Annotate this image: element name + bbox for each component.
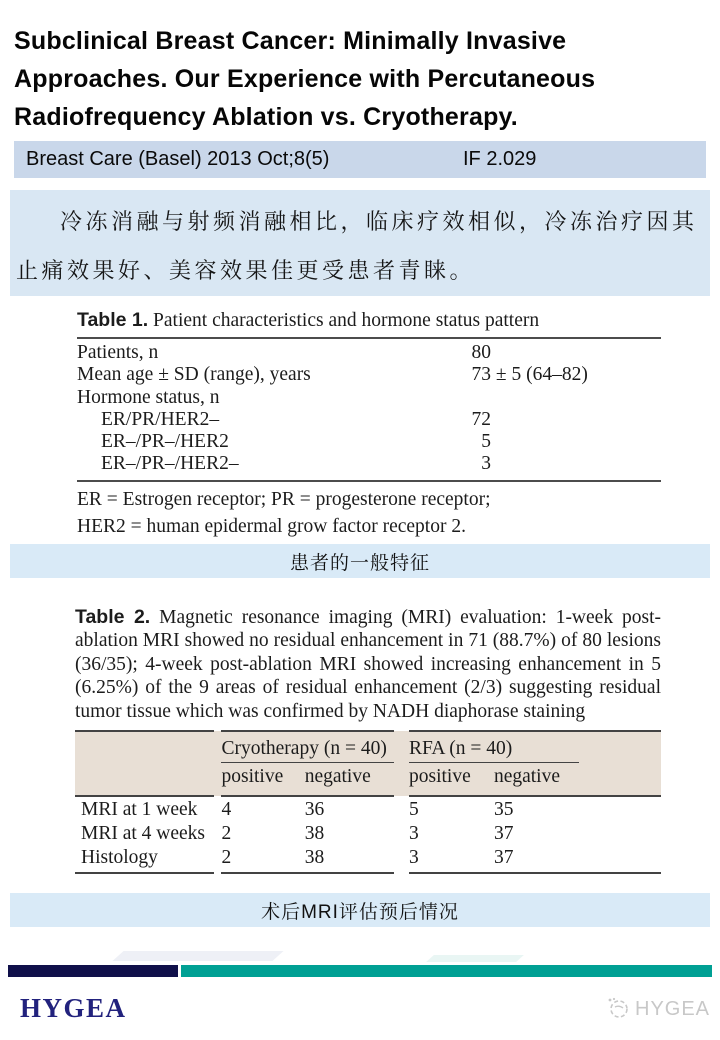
table2-group-header-row [75, 731, 661, 763]
table1-caption-label: Table 1. [77, 309, 149, 331]
table1-footnote-line1: ER = Estrogen receptor; PR = progesterone receptor; [77, 488, 491, 510]
journal-bar [14, 141, 706, 178]
section-banner-label: 患者的一般特征 [289, 552, 430, 574]
table1-row: Mean age ± SD (range), years 73 ± 5 (64–82) [77, 364, 588, 386]
table1-body [77, 337, 661, 482]
table1-footnote-line2: HER2 = human epidermal grow factor receptor 2. [77, 515, 466, 537]
table1-caption-text: Patient characteristics and hormone status pattern [153, 310, 540, 331]
table2-caption [75, 606, 661, 723]
table2-row: MRI at 4 weeks 2 38 3 37 [81, 823, 514, 845]
table2-subheader: positive [409, 763, 494, 797]
footer-streak-teal [426, 955, 524, 962]
table1-panel [77, 308, 661, 548]
table1-row: Hormone status, n [77, 386, 220, 408]
table2-row: MRI at 1 week 4 36 5 35 [75, 796, 661, 821]
watermark-globe-icon [606, 995, 630, 1024]
summary-text: 冷冻消融与射频消融相比，临床疗效相似，冷冻治疗因其止痛效果好、美容效果佳更受患者青睐。 [16, 209, 698, 283]
table1-row: ER–/PR–/HER2– 3 [101, 453, 491, 475]
brand-logo-text: HYGEA [20, 993, 127, 1023]
table1-row: ER–/PR–/HER2 5 [101, 431, 491, 453]
table1-footnote [77, 482, 661, 548]
table2-subheader: negative [494, 763, 579, 797]
section-banner-mri-evaluation [10, 893, 710, 927]
footer-bar-teal [181, 965, 712, 977]
footer-streak-light [112, 951, 283, 961]
title-line-2: Approaches. Our Experience with Percutaneous [14, 65, 596, 93]
table1-row: ER/PR/HER2– 72 [101, 408, 491, 430]
watermark-logo [606, 995, 710, 1024]
title-line-1: Subclinical Breast Cancer: Minimally Invasive [14, 27, 567, 55]
table2-group-cryotherapy: Cryotherapy (n = 40) [221, 731, 394, 763]
table2-group-rfa: RFA (n = 40) [409, 731, 579, 763]
table2-caption-label: Table 2. [75, 606, 151, 628]
table1-row: Patients, n 80 [77, 342, 491, 363]
table2-panel [75, 606, 661, 874]
watermark-text: HYGEA [635, 998, 711, 1020]
section-banner-patient-characteristics [10, 544, 710, 578]
table1-caption [77, 308, 661, 337]
table2-row: Histology 2 38 3 37 [75, 845, 661, 873]
table2 [75, 730, 661, 874]
section-banner-label: 术后MRI评估预后情况 [261, 901, 459, 923]
summary-box [10, 190, 710, 296]
footer-bar-navy [8, 965, 178, 977]
table2-subheader: positive [221, 763, 304, 797]
table2-caption-text: Magnetic resonance imaging (MRI) evaluation: 1-week post-ablation MRI showed no residual enhancement in 71 (88.7%) of 80 lesions (36/35); 4-week post-ablation MRI showed increasing enhancement in 5 (6.25%) of the 9 areas of residual enhancement (2/3) suggesting residual tumor tissue which was confirmed by NADH diaphorase staining [75, 607, 661, 722]
table2-subheader: negative [305, 763, 395, 797]
page-title [14, 22, 706, 136]
impact-factor: IF 2.029 [463, 148, 537, 170]
table2-subheader-row [75, 763, 661, 797]
title-line-3: Radiofrequency Ablation vs. Cryotherapy. [14, 103, 518, 131]
journal-citation: Breast Care (Basel) 2013 Oct;8(5) [26, 148, 330, 170]
